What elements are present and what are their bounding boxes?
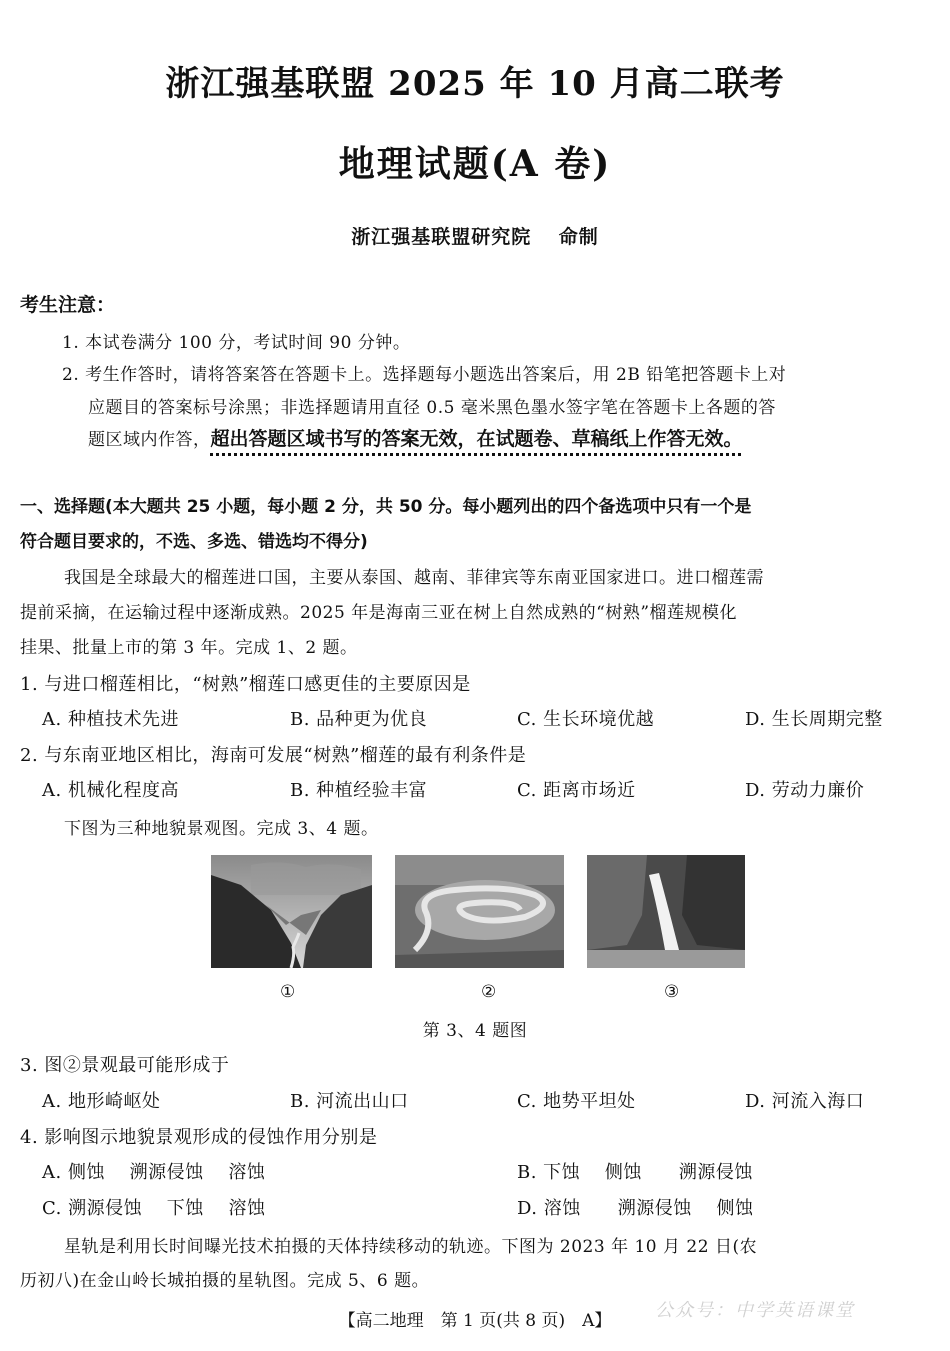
- question-2-stem: 2. 与东南亚地区相比，海南可发展“树熟”榴莲的最有利条件是: [20, 745, 527, 766]
- meander-photo: [395, 855, 564, 968]
- question-3-stem: 3. 图②景观最可能形成于: [20, 1055, 230, 1076]
- section-1-heading-line-2: 符合题目要求的，不选、多选、错选均不得分): [20, 532, 368, 552]
- notice-item-2-line-2: 应题目的答案标号涂黑；非选择题请用直径 0.5 毫米黑色墨水签字笔在答题卡上各题的答: [88, 398, 776, 418]
- passage-2-line-1: 星轨是利用长时间曝光技术拍摄的天体持续移动的轨迹。下图为 2023 年 10 月 22 日(农: [64, 1237, 758, 1257]
- notice-item-2-line-3: [88, 424, 743, 451]
- notice-item-2-line-1: 2. 考生作答时，请将答案答在答题卡上。选择题每小题选出答案后，用 2B 铅笔把答题卡上对: [62, 365, 787, 385]
- notice-heading: 考生注意：: [20, 294, 116, 316]
- section-1-heading-line-1: 一、选择题(本大题共 25 小题，每小题 2 分，共 50 分。每小题列出的四个备选项中只有一个是: [20, 497, 752, 517]
- exam-title: 浙江强基联盟 2025 年 10 月高二联考: [165, 64, 785, 104]
- question-4-option-a: A. 侧蚀 溯源侵蚀 溶蚀: [42, 1162, 266, 1183]
- photo-label-2: ②: [481, 982, 497, 1002]
- notice-item-2-line-3-plain: 题区域内作答，: [88, 430, 211, 450]
- notice-emphasis: 超出答题区域书写的答案无效，在试题卷、草稿纸上作答无效。: [210, 428, 743, 450]
- question-1-option-a: A. 种植技术先进: [42, 709, 179, 730]
- question-3-option-a: A. 地形崎岖处: [42, 1091, 161, 1112]
- question-2-option-a: A. 机械化程度高: [42, 780, 179, 801]
- question-3-option-b: B. 河流出山口: [290, 1091, 409, 1112]
- question-3-option-d: D. 河流入海口: [745, 1091, 865, 1112]
- passage-1-line-2: 提前采摘，在运输过程中逐渐成熟。2025 年是海南三亚在树上自然成熟的“树熟”榴莲规模化: [20, 603, 738, 623]
- photo-label-3: ③: [664, 982, 680, 1002]
- question-3-option-c: C. 地势平坦处: [517, 1091, 636, 1112]
- gorge-photo: [211, 855, 372, 968]
- question-1-option-d: D. 生长周期完整: [745, 709, 883, 730]
- question-1-stem: 1. 与进口榴莲相比，“树熟”榴莲口感更佳的主要原因是: [20, 674, 471, 695]
- figure-intro: 下图为三种地貌景观图。完成 3、4 题。: [64, 819, 379, 839]
- page-footer: 【高二地理 第 1 页(共 8 页) A】: [338, 1311, 612, 1331]
- question-1-option-b: B. 品种更为优良: [290, 709, 428, 730]
- question-2-option-c: C. 距离市场近: [517, 780, 636, 801]
- watermark: 公众号：中学英语课堂: [655, 1300, 855, 1321]
- passage-1-line-1: 我国是全球最大的榴莲进口国，主要从泰国、越南、菲律宾等东南亚国家进口。进口榴莲需: [64, 568, 764, 588]
- question-4-option-d: D. 溶蚀 溯源侵蚀 侧蚀: [517, 1198, 754, 1219]
- waterfall-photo: [587, 855, 745, 968]
- exam-author: 浙江强基联盟研究院 命制: [351, 226, 599, 248]
- question-2-option-b: B. 种植经验丰富: [290, 780, 428, 801]
- photo-label-1: ①: [280, 982, 296, 1002]
- passage-2-line-2: 历初八)在金山岭长城拍摄的星轨图。完成 5、6 题。: [20, 1271, 430, 1291]
- passage-1-line-3: 挂果、批量上市的第 3 年。完成 1、2 题。: [20, 638, 358, 658]
- question-4-option-c: C. 溯源侵蚀 下蚀 溶蚀: [42, 1198, 266, 1219]
- question-4-option-b: B. 下蚀 侧蚀 溯源侵蚀: [517, 1162, 753, 1183]
- question-1-option-c: C. 生长环境优越: [517, 709, 655, 730]
- notice-item-1: 1. 本试卷满分 100 分，考试时间 90 分钟。: [62, 333, 411, 353]
- figure-caption: 第 3、4 题图: [422, 1021, 528, 1041]
- question-2-option-d: D. 劳动力廉价: [745, 780, 865, 801]
- exam-subtitle: 地理试题(A 卷): [338, 143, 612, 185]
- question-4-stem: 4. 影响图示地貌景观形成的侵蚀作用分别是: [20, 1127, 378, 1148]
